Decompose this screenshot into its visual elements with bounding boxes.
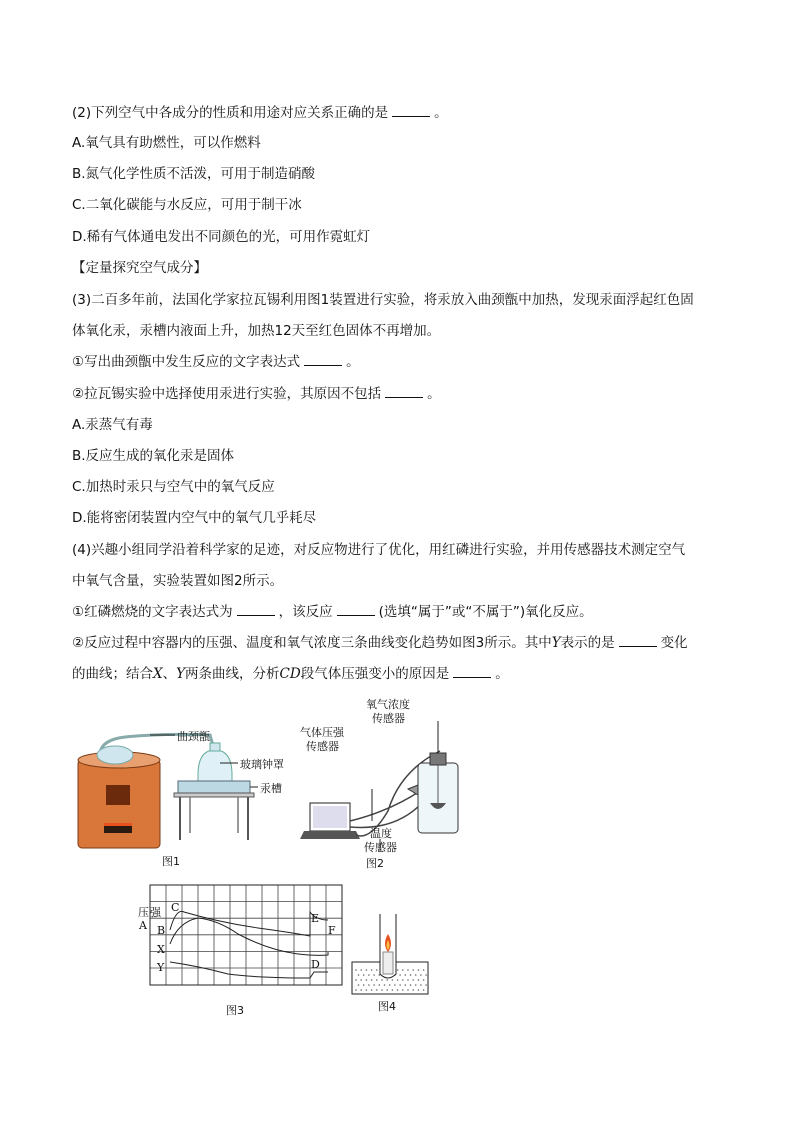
water-dot: [420, 984, 422, 986]
figure-4-caption: 图4: [378, 1000, 396, 1013]
water-dot: [394, 984, 396, 986]
water-dot: [392, 989, 394, 991]
water-dot: [358, 984, 360, 986]
water-dot: [363, 984, 365, 986]
q4-sub2-line2: [72, 665, 509, 683]
curves-diagram: [138, 882, 348, 992]
q3-option-a: A.汞蒸气有毒: [72, 417, 153, 433]
water-dot: [418, 969, 420, 971]
water-dot: [384, 984, 386, 986]
q3-stem-line2: 体氧化汞，汞槽内液面上升，加热12天至红色固体不再增加。: [72, 323, 441, 339]
water-dot: [423, 979, 425, 981]
water-dot: [392, 979, 394, 981]
q4-sub1: [72, 603, 593, 621]
water-dot: [418, 979, 420, 981]
water-dot: [415, 984, 417, 986]
water-dot: [402, 969, 404, 971]
water-dot: [405, 974, 407, 976]
water-dot: [397, 989, 399, 991]
water-dot: [360, 989, 362, 991]
q4-sub2-text-c: 变化: [660, 635, 688, 651]
point-label-a: A: [139, 919, 147, 932]
water-dot: [355, 969, 357, 971]
answer-blank[interactable]: [237, 603, 275, 616]
water-dot: [412, 979, 414, 981]
figure-1-caption: 图1: [162, 855, 180, 868]
q3-sub1-text: ①写出曲颈甑中发生反应的文字表达式: [72, 354, 301, 370]
water-dot: [402, 979, 404, 981]
water-dot: [376, 979, 378, 981]
water-dot: [376, 989, 378, 991]
water-dot: [407, 979, 409, 981]
figure-3: [138, 882, 348, 1017]
water-dot: [389, 984, 391, 986]
section-title: 【定量探究空气成分】: [72, 260, 207, 276]
water-dot: [405, 984, 407, 986]
q2-option-c: C.二氧化碳能与水反应，可用于制干冰: [72, 197, 302, 213]
water-dot: [407, 989, 409, 991]
q4-sub2-text-e: 两条曲线，分析: [185, 666, 280, 682]
q4-stem-line1: (4)兴趣小组同学沿着科学家的足迹，对反应物进行了优化，用红磷进行实验，并用传感器技术测定空气: [72, 542, 686, 558]
math-var-cd: CD: [279, 666, 301, 682]
math-var-x: X: [153, 666, 163, 682]
q4-sub2-sep: 、: [162, 666, 177, 682]
water-dot: [410, 974, 412, 976]
water-dot: [368, 974, 370, 976]
water-dot: [373, 984, 375, 986]
water-dot: [418, 989, 420, 991]
water-dot: [399, 974, 401, 976]
label-temperature-sensor-2: 传感器: [364, 841, 397, 854]
water-dot: [425, 984, 427, 986]
q3-option-c: C.加热时汞只与空气中的氧气反应: [72, 479, 275, 495]
water-dot: [376, 969, 378, 971]
water-dot: [386, 989, 388, 991]
water-dot: [373, 974, 375, 976]
q2-option-b: B.氮气化学性质不活泼，可用于制造硝酸: [72, 166, 316, 182]
water-dot: [363, 974, 365, 976]
point-label-f: F: [328, 924, 336, 937]
water-dot: [397, 979, 399, 981]
figure-2: [300, 693, 480, 873]
figure-2-caption: 图2: [366, 857, 384, 870]
label-oxygen-sensor-2: 传感器: [372, 712, 405, 725]
water-dot: [371, 989, 373, 991]
q4-sub2-end: 。: [495, 666, 509, 682]
point-label-b: B: [157, 924, 166, 937]
q3-option-b: B.反应生成的氧化汞是固体: [72, 448, 235, 464]
water-dot: [368, 984, 370, 986]
water-dot: [410, 984, 412, 986]
water-dot: [399, 984, 401, 986]
q4-sub1-text-b: ，该反应: [278, 604, 333, 620]
figure-3-caption: 图3: [226, 1004, 244, 1017]
q2-option-d: D.稀有气体通电发出不同颜色的光，可用作霓虹灯: [72, 229, 371, 245]
figure-1: [70, 715, 310, 875]
water-dot: [371, 979, 373, 981]
water-dot: [397, 969, 399, 971]
q4-sub1-text-a: ①红磷燃烧的文字表达式为: [72, 604, 233, 620]
label-mercury-trough: 汞槽: [260, 782, 282, 795]
water-dot: [379, 984, 381, 986]
water-dot: [355, 989, 357, 991]
water-dot: [360, 969, 362, 971]
label-bell-jar: 玻璃钟罩: [240, 758, 284, 771]
point-label-x: X: [157, 943, 165, 956]
q4-sub2-text-a: ②反应过程中容器内的压强、温度和氧气浓度三条曲线变化趋势如图3所示。其中: [72, 635, 552, 651]
answer-blank[interactable]: [337, 603, 375, 616]
test-tube-illustration: [350, 912, 430, 997]
q3-sub2-text: ②拉瓦锡实验中选择使用汞进行实验，其原因不包括: [72, 386, 382, 402]
answer-blank[interactable]: [385, 385, 423, 398]
q3-sub1: [72, 353, 360, 371]
math-var-y: Y: [551, 635, 561, 651]
q3-sub2-end: 。: [427, 386, 441, 402]
water-dot: [386, 979, 388, 981]
q3-sub1-end: 。: [346, 354, 360, 370]
q3-stem-line1: (3)二百多年前，法国化学家拉瓦锡利用图1装置进行实验，将汞放入曲颈甑中加热，发现汞面浮起红色固: [72, 292, 694, 308]
water-dot: [355, 979, 357, 981]
water-dot: [407, 969, 409, 971]
q2-option-a: A.氧气具有助燃性，可以作燃料: [72, 135, 261, 151]
q4-sub2-text-b: 表示的是: [560, 635, 615, 651]
q4-sub1-text-c: (选填“属于”或“不属于”)氧化反应。: [378, 604, 593, 620]
label-pressure-sensor-1: 气体压强: [300, 726, 344, 739]
answer-blank[interactable]: [392, 104, 430, 117]
water-dot: [412, 969, 414, 971]
water-dot: [412, 989, 414, 991]
label-temperature-sensor-1: 温度: [370, 827, 392, 840]
point-label-d: D: [311, 958, 320, 971]
water-dot: [420, 974, 422, 976]
q4-sub2-text-f: 段气体压强变小的原因是: [300, 666, 450, 682]
figure-4: [350, 912, 430, 1017]
label-pressure-sensor-2: 传感器: [306, 740, 339, 753]
label-oxygen-sensor-1: 氧气浓度: [366, 698, 410, 711]
q2-stem-end: 。: [434, 105, 448, 121]
water-dot: [402, 989, 404, 991]
answer-blank[interactable]: [619, 634, 657, 647]
q4-sub2-line1: [72, 634, 688, 652]
water-dot: [360, 979, 362, 981]
water-dot: [366, 969, 368, 971]
water-dot: [423, 989, 425, 991]
math-var-y: Y: [176, 666, 186, 682]
point-label-c: C: [171, 901, 180, 914]
axis-label-2: 强: [150, 906, 161, 919]
water-dot: [371, 969, 373, 971]
water-dot: [358, 974, 360, 976]
q4-sub2-text-d: 的曲线；结合: [72, 666, 153, 682]
q2-stem-text: (2)下列空气中各成分的性质和用途对应关系正确的是: [72, 105, 389, 121]
answer-blank[interactable]: [304, 353, 342, 366]
q4-stem-line2: 中氧气含量，实验装置如图2所示。: [72, 573, 284, 589]
q3-option-d: D.能将密闭装置内空气中的氧气几乎耗尽: [72, 510, 317, 526]
water-dot: [381, 989, 383, 991]
axis-label-1: 压: [138, 906, 149, 919]
water-dot: [381, 979, 383, 981]
q3-sub2: [72, 385, 441, 403]
point-label-y: Y: [157, 961, 165, 974]
water-dot: [415, 974, 417, 976]
point-label-e: E: [311, 912, 320, 925]
water-dot: [425, 974, 427, 976]
water-dot: [366, 989, 368, 991]
water-dot: [423, 969, 425, 971]
water-dot: [366, 979, 368, 981]
label-retort: 曲颈甑: [177, 730, 210, 743]
q2-stem: [72, 104, 448, 122]
answer-blank[interactable]: [453, 665, 491, 678]
